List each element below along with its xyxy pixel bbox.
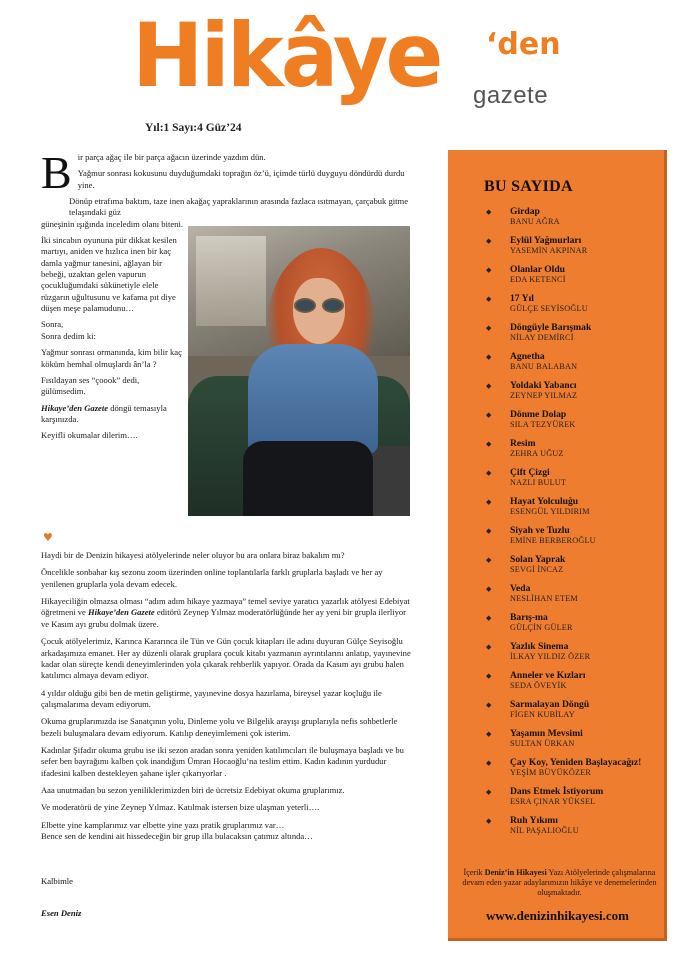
bullet-icon: ◆ (486, 556, 492, 564)
contents-item (486, 728, 661, 757)
story-author: GÜLÇİN GÜLER (510, 623, 573, 632)
contents-item (486, 612, 661, 641)
bullet-icon: ◆ (486, 324, 492, 332)
paragraph-part: editörü Zeynep Yılmaz moderatörlüğünde her ay yeni bir grupla ilerliyor ve Kasım ayı grubu dolmak üzere. (41, 607, 406, 629)
story-author: YEŞİM BÜYÜKÖZER (510, 768, 592, 777)
story-title: Yazlık Sinema (510, 641, 569, 652)
contents-item (486, 322, 661, 351)
paragraph-part: Hikayeciliğin olmazsa olması “adım adım hikaye yazmaya” temel seviye yaratıcı yazarlık atölyesi Edebiyat öğretmeni ve (41, 596, 410, 618)
paragraph: ir parça ağaç ile bir parça ağacın üzerinde yazdım dün. (77, 152, 266, 162)
story-author: NESLİHAN ETEM (510, 594, 578, 603)
signature: Esen Deniz (41, 908, 82, 918)
sidebar-note (462, 868, 657, 898)
story-title: 17 Yıl (510, 293, 534, 304)
publication-name: Hikaye’den Gazete (41, 402, 109, 413)
bullet-icon: ◆ (486, 672, 492, 680)
paragraph (41, 196, 413, 230)
story-author: ESENGÜL YILDIRIM (510, 507, 590, 516)
story-title: Veda (510, 583, 531, 594)
bullet-icon: ◆ (486, 643, 492, 651)
bullet-icon: ◆ (486, 817, 492, 825)
bullet-icon: ◆ (486, 411, 492, 419)
logo-title: Hikâye (132, 4, 441, 107)
bullet-icon: ◆ (486, 527, 492, 535)
story-title: Dans Etmek İstiyorum (510, 786, 604, 797)
story-author: SEVGİ İNCAZ (510, 565, 564, 574)
paragraph-line: Bence sen de kendini ait hissedeceğin bir grup illa bulacaksın çatımız altında… (41, 831, 313, 842)
paragraph: Çocuk atölyelerimiz, Karınca Kararınca ile Tün ve Gün çocuk kitapları ile adını duyuran Gülçe Seyisoğlu arkadaşımıza emanet. Her ay düzenli olarak gruplara çocuk kitabı yazmanın ayrıntılarını anlatıp, yayınevine kadar olan süreçte kendi deneyimlerinden yola çıkarak rehberlik yapıyor. Orada da Kasım ayı grubu halen katılımcı almaya devam ediyor. (41, 636, 411, 681)
story-author: BANU AĞRA (510, 217, 560, 226)
contents-item (486, 293, 661, 322)
photo-shirt (248, 344, 378, 454)
bullet-icon: ◆ (486, 266, 492, 274)
website-link[interactable]: www.denizinhikayesi.com (485, 908, 629, 923)
story-title: Resim (510, 438, 536, 449)
bullet-icon: ◆ (486, 730, 492, 738)
paragraph: 4 yıldır olduğu gibi ben de metin geliştirme, yayınevine dosya hazırlama, bireysel yazar koçluğu ile çalışmalarıma devam ediyorum. (41, 687, 382, 709)
story-title: Olanlar Oldu (510, 264, 566, 275)
story-author: SILA TEZYÜREK (510, 420, 576, 429)
story-title: Çift Çizgi (510, 467, 550, 478)
story-title: Dönme Dolap (510, 409, 567, 420)
contents-item (486, 554, 661, 583)
contents-item (486, 206, 661, 235)
story-author: İLKAY YILDIZ ÖZER (510, 652, 591, 661)
contents-item (486, 699, 661, 728)
contents-item (486, 641, 661, 670)
drop-cap: B (41, 147, 72, 198)
contents-item (486, 815, 661, 844)
contents-item (486, 583, 661, 612)
story-title: Yoldaki Yabancı (510, 380, 577, 391)
paragraph: İki sincabın oyununa pür dikkat kesilen martıyı, aniden ve hızlıca inen bir kaç damla yağmur tanesini, ağlayan bir bebeği, uzaktan gelen vapurun çocukluğumdaki sükünetiyle elele rüzgarın uğultusunu ve kafama pıt diye düşen meşe palamudunu… (41, 235, 177, 314)
paragraph-line: Sonra, (41, 319, 64, 330)
contents-item (486, 409, 661, 438)
story-title: Solan Yaprak (510, 554, 566, 565)
heart-icon: ♥ (43, 531, 53, 544)
story-title: Barış-ma (510, 612, 548, 623)
story-author: NAZLI BULUT (510, 478, 567, 487)
workshop-article (41, 550, 413, 849)
story-author: YASEMİN AKPINAR (510, 246, 588, 255)
contents-item (486, 264, 661, 293)
paragraph: Fısıldayan ses “çoook” dedi, gülümsedim. (41, 374, 140, 397)
story-title: Eylül Yağmurları (510, 235, 582, 246)
logo-den: ‘den (486, 27, 561, 62)
paragraph-part: Dönüp etrafıma baktım, taze inen akağaç yapraklarının arasında fazlaca ısıtmayan, çarçabuk gitme telaşındaki güz (69, 196, 409, 218)
contents-item (486, 380, 661, 409)
contents-item (486, 670, 661, 699)
paragraph-part: döngü temasıyla karşınızda. (41, 402, 167, 424)
sidebar-title: BU SAYIDA (484, 178, 573, 195)
paragraph: Yağmur sonrası kokusunu duyduğumdaki toprağın öz’ü, içimde türlü duyguyu döndürdü durdu yine. (77, 168, 405, 190)
paragraph (41, 820, 413, 843)
bullet-icon: ◆ (486, 585, 492, 593)
story-author: FİGEN KUBİLAY (510, 710, 575, 719)
photo-window (196, 236, 266, 326)
contents-item (486, 786, 661, 815)
paragraph: Aaa unutmadan bu sezon yeniliklerimizden biri de ücretsiz Edebiyat okuma gruplarımız. (41, 785, 345, 796)
signoff: Kalbimle (41, 876, 73, 886)
story-author: ESRA ÇINAR YÜKSEL (510, 797, 596, 806)
story-title: Sarmalayan Döngü (510, 699, 590, 710)
contents-item (486, 467, 661, 496)
paragraph-line: Sonra dedim ki: (41, 330, 96, 341)
paragraph: Öncelikle sonbahar kış sezonu zoom üzerinden online toplantılarla farklı gruplarla başladı ve her ay yenilenen gruplarla yola devam edecek. (41, 567, 383, 589)
paragraph (41, 319, 186, 342)
story-title: Çay Koy, Yeniden Başlayacağız! (510, 757, 642, 768)
note-part: Yazı Atölyelerinde çalışmalarına devam eden yazar adaylarımızın hikâye ve denemelerinden oluşmaktadır. (462, 868, 657, 897)
story-author: ZEYNEP YILMAZ (510, 391, 578, 400)
paragraph-part: güneşinin ışığında inceledim olanı biteni. (41, 218, 184, 229)
issue-info: Yıl:1 Sayı:4 Güz’24 (145, 122, 242, 134)
bullet-icon: ◆ (486, 208, 492, 216)
paragraph: Keyifli okumalar dilerim…. (41, 430, 138, 441)
bullet-icon: ◆ (486, 759, 492, 767)
note-brand: Deniz’in Hikayesi (484, 868, 547, 877)
story-author: GÜLÇE SEYİSOĞLU (510, 304, 588, 313)
photo-jeans (243, 441, 373, 516)
story-author: ZEHRA UĞUZ (510, 449, 564, 458)
contents-item (486, 351, 661, 380)
bullet-icon: ◆ (486, 498, 492, 506)
logo-gazete: gazete (473, 82, 549, 109)
paragraph: Yağmur sonrası ormanında, kim bilir kaç köküm hemhal olmuşlardı ân’la ? (41, 347, 182, 369)
paragraph: Ve moderatörü de yine Zeynep Yılmaz. Katılmak istersen bize ulaşman yeterli…. (41, 802, 320, 813)
story-author: NİLAY DEMİRCİ (510, 333, 574, 342)
bullet-icon: ◆ (486, 614, 492, 622)
author-photo (188, 226, 410, 516)
contents-item (486, 757, 661, 786)
story-author: SEDA ÖVEYİK (510, 681, 567, 690)
bullet-icon: ◆ (486, 295, 492, 303)
contents-item (486, 438, 661, 467)
note-part: İçerik (463, 868, 485, 877)
publication-name: Hikaye’den Gazete (88, 607, 155, 618)
story-author: NİL PAŞALIOĞLU (510, 826, 579, 835)
paragraph: Haydi bir de Denizin hikayesi atölyelerinde neler oluyor bu ara onlara biraz bakalım mı? (41, 550, 345, 560)
story-title: Anneler ve Kızları (510, 670, 586, 681)
bullet-icon: ◆ (486, 237, 492, 245)
paragraph: Okuma gruplarımızda ise Sanatçının yolu, Dinleme yolu ve Bilgelik arayışı gruplarıyla nefis sohbetlerle bezeli buluşmalara devam ediyorum. Katılıp deneyimlemeni çok isterim. (41, 716, 398, 738)
contents-item (486, 496, 661, 525)
story-author: EDA KETENCİ (510, 275, 566, 284)
paragraph (41, 596, 413, 630)
story-author: EMİNE BERBEROĞLU (510, 536, 596, 545)
story-title: Ruh Yıkımı (510, 815, 558, 826)
story-title: Girdap (510, 206, 540, 217)
bullet-icon: ◆ (486, 469, 492, 477)
story-title: Siyah ve Tuzlu (510, 525, 570, 536)
story-title: Yaşamın Mevsimi (510, 728, 583, 739)
story-author: SULTAN ÜRKAN (510, 739, 575, 748)
bullet-icon: ◆ (486, 701, 492, 709)
story-title: Döngüyle Barışmak (510, 322, 592, 333)
paragraph: Kadınlar Şifadır okuma grubu ise iki sezon aradan sonra yeniden katılımcıları ile buluşmaya başladı ve bu sefer ben bayrağımı kalben çok inandığım Ümran Hocaoğlu’na teslim ettim. Kadın kadının yurdudur ifadesini kalben destekleyen şahane işler çıkarıyorlar . (41, 745, 404, 778)
bullet-icon: ◆ (486, 353, 492, 361)
contents-list (486, 206, 661, 844)
story-title: Agnetha (510, 351, 545, 362)
bullet-icon: ◆ (486, 382, 492, 390)
bullet-icon: ◆ (486, 440, 492, 448)
bullet-icon: ◆ (486, 788, 492, 796)
paragraph-line: Elbette yine kamplarımız var elbette yine yazı pratik gruplarımız var… (41, 819, 285, 830)
contents-item (486, 235, 661, 264)
contents-item (486, 525, 661, 554)
story-title: Hayat Yolculuğu (510, 496, 579, 507)
masthead (0, 0, 693, 150)
contents-sidebar (448, 150, 667, 941)
story-author: BANU BALABAN (510, 362, 578, 371)
photo-glasses (292, 298, 348, 314)
paragraph (41, 403, 186, 426)
